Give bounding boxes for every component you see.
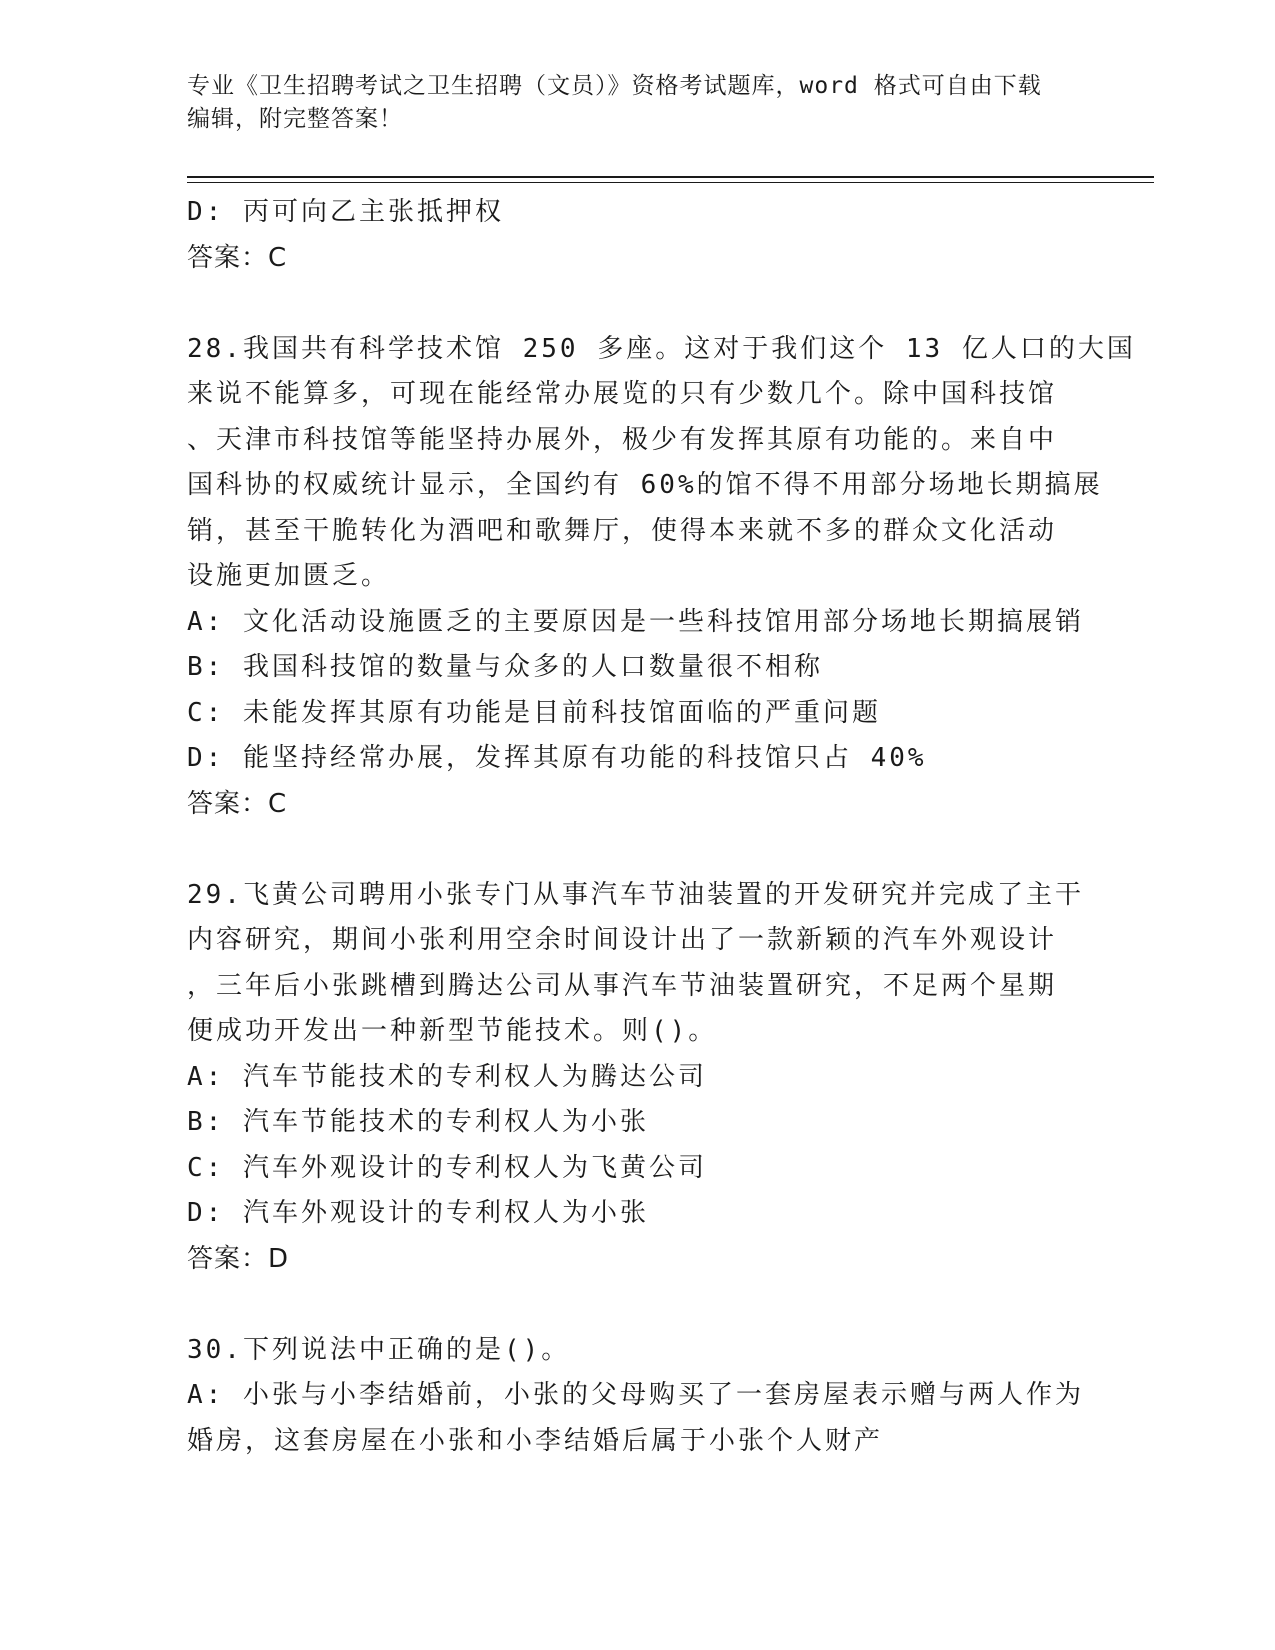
header-line-2: 编辑，附完整答案！ xyxy=(187,106,403,132)
question-29 xyxy=(187,873,1087,1283)
question-text-line: 来说不能算多，可现在能经常办展览的只有少数几个。除中国科技馆 xyxy=(187,379,1058,409)
option-c: C: 汽车外观设计的专利权人为飞黄公司 xyxy=(187,1152,707,1183)
answer: 答案：C xyxy=(187,242,288,273)
spacer xyxy=(187,827,1087,873)
question-text-line: 设施更加匮乏。 xyxy=(187,561,391,591)
header-line-1: 专业《卫生招聘考试之卫生招聘（文员）》资格考试题库，word 格式可自由下载 xyxy=(187,73,1042,99)
document-header xyxy=(187,70,1087,136)
question-text-line: 便成功开发出一种新型节能技术。则()。 xyxy=(187,1016,718,1046)
question-text-line: 30.下列说法中正确的是()。 xyxy=(187,1334,571,1365)
option-a: A: 汽车节能技术的专利权人为腾达公司 xyxy=(187,1061,707,1092)
spacer xyxy=(187,1282,1087,1328)
question-text-line: ，三年后小张跳槽到腾达公司从事汽车节油装置研究，不足两个星期 xyxy=(187,970,1058,1001)
answer: 答案：C xyxy=(187,788,288,819)
question-text-line: 内容研究，期间小张利用空余时间设计出了一款新颖的汽车外观设计 xyxy=(187,925,1058,955)
option-d: D: 丙可向乙主张抵押权 xyxy=(187,197,504,227)
option-a-line: 婚房，这套房屋在小张和小李结婚后属于小张个人财产 xyxy=(187,1425,884,1456)
document-body xyxy=(187,190,1136,1464)
answer: 答案：D xyxy=(187,1243,290,1274)
option-b: B: 我国科技馆的数量与众多的人口数量很不相称 xyxy=(187,652,823,682)
spacer xyxy=(187,281,1087,327)
option-a-line: A: 小张与小李结婚前，小张的父母购买了一套房屋表示赠与两人作为 xyxy=(187,1380,1084,1410)
option-d: D: 能坚持经常办展，发挥其原有功能的科技馆只占 40% xyxy=(187,743,927,773)
header-divider-thick xyxy=(187,176,1154,178)
question-30 xyxy=(187,1328,1087,1465)
question-text-line: 国科协的权威统计显示，全国约有 60%的馆不得不用部分场地长期搞展 xyxy=(187,470,1103,500)
question-text-line: 销，甚至干脆转化为酒吧和歌舞厅，使得本来就不多的群众文化活动 xyxy=(187,515,1058,546)
option-b: B: 汽车节能技术的专利权人为小张 xyxy=(187,1107,649,1137)
question-text-line: 29.飞黄公司聘用小张专门从事汽车节油装置的开发研究并完成了主干 xyxy=(187,879,1084,910)
question-text-line: 、天津市科技馆等能坚持办展外，极少有发挥其原有功能的。来自中 xyxy=(187,424,1058,455)
option-c: C: 未能发挥其原有功能是目前科技馆面临的严重问题 xyxy=(187,697,881,728)
option-a: A: 文化活动设施匮乏的主要原因是一些科技馆用部分场地长期搞展销 xyxy=(187,606,1084,637)
question-text-line: 28.我国共有科学技术馆 250 多座。这对于我们这个 13 亿人口的大国 xyxy=(187,333,1136,364)
header-divider-thin xyxy=(187,182,1154,183)
question-28 xyxy=(187,327,1136,828)
option-d: D: 汽车外观设计的专利权人为小张 xyxy=(187,1198,649,1228)
question-27 xyxy=(187,190,1087,281)
